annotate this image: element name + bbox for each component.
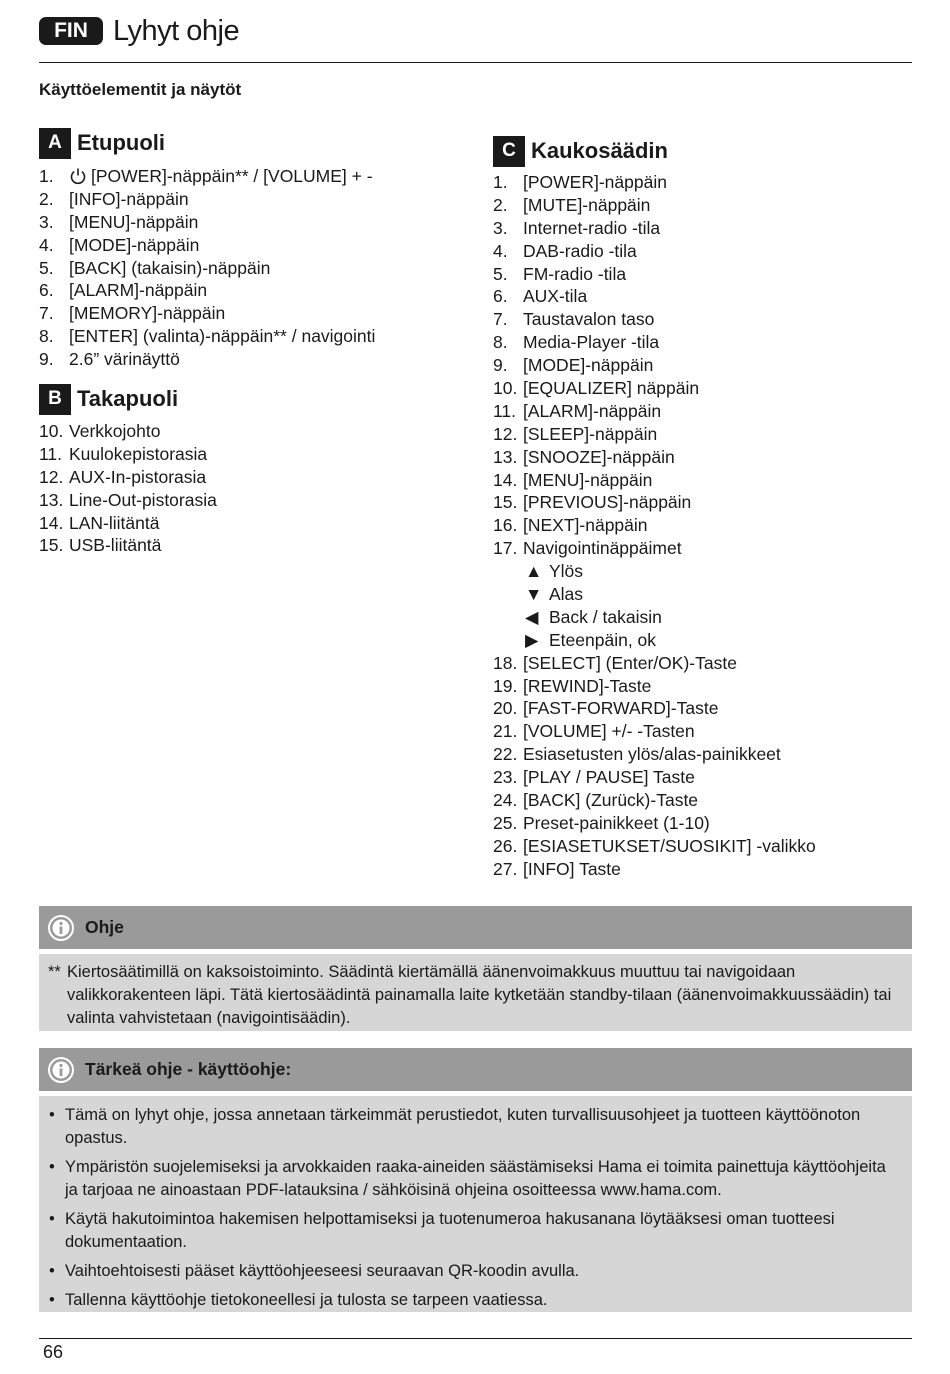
item-text: [MEMORY]-näppäin (69, 303, 226, 324)
item-number: 17. (493, 538, 518, 559)
list-item (493, 331, 816, 354)
list-item (39, 534, 217, 557)
list-item (39, 188, 375, 211)
item-text: USB-liitäntä (69, 535, 162, 556)
item-number: 13. (39, 489, 64, 510)
list-item (493, 789, 816, 812)
item-text: [BACK] (takaisin)-näppäin (69, 257, 271, 278)
power-icon (69, 167, 87, 185)
item-number: 12. (39, 466, 64, 487)
item-text: [POWER]-näppäin (523, 172, 667, 192)
list-item (493, 263, 816, 286)
item-number: 12. (493, 423, 518, 444)
nav-sub-text: Eteenpäin, ok (549, 629, 657, 650)
item-text: [VOLUME] +/- -Tasten (523, 721, 695, 742)
section-c-badge: C (493, 136, 525, 167)
nav-sub-item (493, 629, 816, 652)
item-number: 10. (493, 378, 518, 399)
list-item (493, 675, 816, 698)
language-badge: FIN (39, 17, 103, 45)
item-number: 19. (493, 675, 518, 696)
list-item (493, 171, 816, 194)
section-a-badge: A (39, 128, 71, 159)
item-text: 2.6” värinäyttö (69, 349, 180, 370)
item-text: [FAST-FORWARD]-Taste (523, 698, 719, 719)
document-title: Lyhyt ohje (113, 14, 240, 47)
item-text: Kuulokepistorasia (69, 443, 208, 464)
list-item (493, 354, 816, 377)
list-item (493, 217, 816, 240)
section-b-header (39, 383, 178, 415)
section-a-header (39, 127, 165, 159)
bullet-item: • Käytä hakutoimintoa hakemisen helpottamiseksi ja tuotenumeroa hakusanana löytääksesi oman tuotteesi dokumentaation. (49, 1208, 902, 1254)
list-item (39, 211, 375, 234)
item-text: [BACK] (Zurück)-Taste (523, 790, 699, 811)
item-number: 25. (493, 812, 518, 833)
item-number: 3. (493, 217, 508, 238)
item-number: 15. (493, 492, 518, 513)
item-text: [NEXT]-näppäin (523, 515, 648, 536)
item-number: 6. (39, 280, 54, 301)
section-b-list (39, 420, 217, 557)
list-item (493, 812, 816, 835)
item-number: 11. (493, 400, 517, 421)
note-header (39, 906, 912, 949)
page-header (39, 14, 239, 48)
item-number: 3. (39, 211, 54, 232)
footnote-mark: ** (48, 963, 61, 981)
item-number: 1. (493, 172, 508, 192)
item-text: LAN-liitäntä (69, 512, 160, 533)
item-text: [MUTE]-näppäin (523, 194, 651, 215)
item-number: 11. (39, 443, 63, 464)
header-divider (39, 62, 912, 63)
item-text: DAB-radio -tila (523, 240, 637, 261)
item-number: 21. (493, 721, 518, 742)
item-text: [INFO]-näppäin (69, 188, 189, 209)
item-number: 2. (39, 188, 54, 209)
section-a-title: Etupuoli (77, 130, 165, 155)
item-text: [ENTER] (valinta)-näppäin** / navigointi (69, 326, 376, 347)
item-text: FM-radio -tila (523, 263, 627, 284)
section-c-header (493, 135, 668, 167)
item-number: 15. (39, 535, 64, 556)
bullet-item: • Tallenna käyttöohje tietokoneellesi ja tulosta se tarpeen vaatiessa. (49, 1289, 902, 1312)
list-item (493, 720, 816, 743)
footer-divider (39, 1338, 912, 1339)
nav-sub-text: Back / takaisin (549, 606, 662, 627)
list-item (493, 308, 816, 331)
item-number: 9. (39, 349, 54, 370)
important-note-header (39, 1048, 912, 1091)
nav-sub-item (493, 560, 816, 583)
section-subtitle: Käyttöelementit ja näytöt (39, 80, 242, 99)
note-title: Ohje (85, 917, 124, 937)
item-number: 24. (493, 790, 518, 811)
item-text: [MODE]-näppäin (69, 234, 200, 255)
list-item (493, 194, 816, 217)
item-text: [MODE]-näppäin (523, 355, 654, 376)
important-note-list (39, 1096, 912, 1320)
item-number: 14. (39, 512, 64, 533)
item-text: [SNOOZE]-näppäin (523, 446, 675, 467)
item-number: 13. (493, 446, 518, 467)
section-c-title: Kaukosäädin (531, 138, 668, 163)
list-item (493, 285, 816, 308)
item-number: 27. (493, 858, 518, 879)
list-item (39, 302, 375, 325)
item-text: [EQUALIZER] näppäin (523, 378, 700, 399)
list-item (39, 420, 217, 443)
item-number: 2. (493, 194, 508, 215)
item-number: 22. (493, 744, 518, 765)
arrow-icon: ▲ (525, 561, 543, 582)
item-number: 5. (493, 263, 508, 284)
list-item (493, 766, 816, 789)
list-item (39, 325, 375, 348)
list-item (39, 489, 217, 512)
item-number: 8. (39, 326, 54, 347)
list-item (39, 279, 375, 302)
item-text: [MENU]-näppäin (523, 469, 653, 490)
item-text: Line-Out-pistorasia (69, 489, 217, 510)
section-c-list (493, 171, 816, 881)
nav-sub-item (493, 583, 816, 606)
footnote-text: Kiertosäätimillä on kaksoistoiminto. Säädintä kiertämällä äänenvoimakkuus muuttuu tai navigoidaan valikkorakenteen läpi. Tätä kiertosäädintä painamalla laite kytketään standby-tilaan (äänenvoimakkuussäädin) tai valinta vahvistetaan (navigointisäädin). (67, 963, 892, 1027)
info-icon (47, 914, 75, 942)
footnote (39, 954, 912, 1032)
item-number: 18. (493, 652, 518, 673)
bullet-item: • Ympäristön suojelemiseksi ja arvokkaiden raaka-aineiden säästämiseksi Hama ei toimita painettuja käyttöohjeita ja tarjoaa ne ainoastaan PDF-latauksina / sähköisinä ohjeina osoitteessa www.hama.com. (49, 1156, 902, 1202)
list-item (493, 469, 816, 492)
bullet-item: • Vaihtoehtoisesti pääset käyttöohjeeseesi seuraavan QR-koodin avulla. (49, 1260, 902, 1283)
nav-sub-text: Alas (549, 584, 584, 605)
item-text: [POWER]-näppäin** / [VOLUME] + - (91, 166, 373, 186)
item-number: 7. (39, 303, 54, 324)
list-item (493, 835, 816, 858)
item-text: [MENU]-näppäin (69, 211, 199, 232)
item-text: [ALARM]-näppäin (523, 400, 662, 421)
list-item (493, 743, 816, 766)
item-text: Media-Player -tila (523, 332, 660, 353)
section-b-badge: B (39, 384, 71, 415)
list-item (493, 514, 816, 537)
list-item (39, 257, 375, 280)
list-item (493, 446, 816, 469)
item-text: AUX-In-pistorasia (69, 466, 207, 487)
section-a-list (39, 165, 375, 371)
info-icon (47, 1056, 75, 1084)
list-item (493, 400, 816, 423)
list-item (39, 234, 375, 257)
item-number: 4. (39, 234, 54, 255)
item-number: 6. (493, 286, 508, 307)
item-number: 1. (39, 166, 54, 186)
list-item (39, 348, 375, 371)
item-text: [SLEEP]-näppäin (523, 423, 658, 444)
list-item (493, 423, 816, 446)
arrow-icon: ▼ (525, 584, 543, 605)
list-item (493, 858, 816, 881)
list-item (39, 512, 217, 535)
list-item (493, 491, 816, 514)
list-item (493, 697, 816, 720)
item-text: [SELECT] (Enter/OK)-Taste (523, 652, 737, 673)
important-note-title: Tärkeä ohje - käyttöohje: (85, 1059, 292, 1079)
item-text: AUX-tila (523, 286, 588, 307)
item-number: 4. (493, 240, 508, 261)
section-b-title: Takapuoli (77, 386, 179, 411)
item-text: [INFO] Taste (523, 858, 621, 879)
item-text: [PREVIOUS]-näppäin (523, 492, 692, 513)
nav-sub-text: Ylös (549, 561, 584, 582)
note-body (39, 954, 912, 1031)
list-item (493, 377, 816, 400)
important-note-body (39, 1096, 912, 1312)
list-item (39, 165, 375, 188)
arrow-icon: ▶ (525, 629, 539, 650)
item-number: 20. (493, 698, 518, 719)
bullet-item: • Tämä on lyhyt ohje, jossa annetaan tärkeimmät perustiedot, kuten turvallisuusohjeet ja tuotteen käyttöönoton opastus. (49, 1104, 902, 1150)
item-number: 5. (39, 257, 54, 278)
list-item (39, 466, 217, 489)
list-item (493, 652, 816, 675)
nav-sub-item (493, 606, 816, 629)
item-text: Preset-painikkeet (1-10) (523, 812, 710, 833)
item-text: [ALARM]-näppäin (69, 280, 208, 301)
list-item (493, 537, 816, 560)
item-number: 7. (493, 309, 508, 330)
item-content (69, 165, 373, 188)
item-text: Esiasetusten ylös/alas-painikkeet (523, 744, 781, 765)
item-text: [ESIASETUKSET/SUOSIKIT] -valikko (523, 835, 816, 856)
page-number: 66 (43, 1342, 64, 1362)
item-text: Verkkojohto (69, 421, 161, 441)
item-text: [PLAY / PAUSE] Taste (523, 767, 695, 788)
item-text: Internet-radio -tila (523, 217, 661, 238)
list-item (39, 443, 217, 466)
item-number: 10. (39, 421, 64, 441)
item-number: 14. (493, 469, 518, 490)
item-text: Taustavalon taso (523, 309, 655, 330)
item-number: 16. (493, 515, 518, 536)
item-text: Navigointinäppäimet (523, 538, 682, 559)
item-number: 26. (493, 835, 518, 856)
item-text: [REWIND]-Taste (523, 675, 652, 696)
item-number: 23. (493, 767, 518, 788)
item-number: 8. (493, 332, 508, 353)
item-number: 9. (493, 355, 508, 376)
arrow-icon: ◀ (525, 606, 539, 627)
list-item (493, 240, 816, 263)
